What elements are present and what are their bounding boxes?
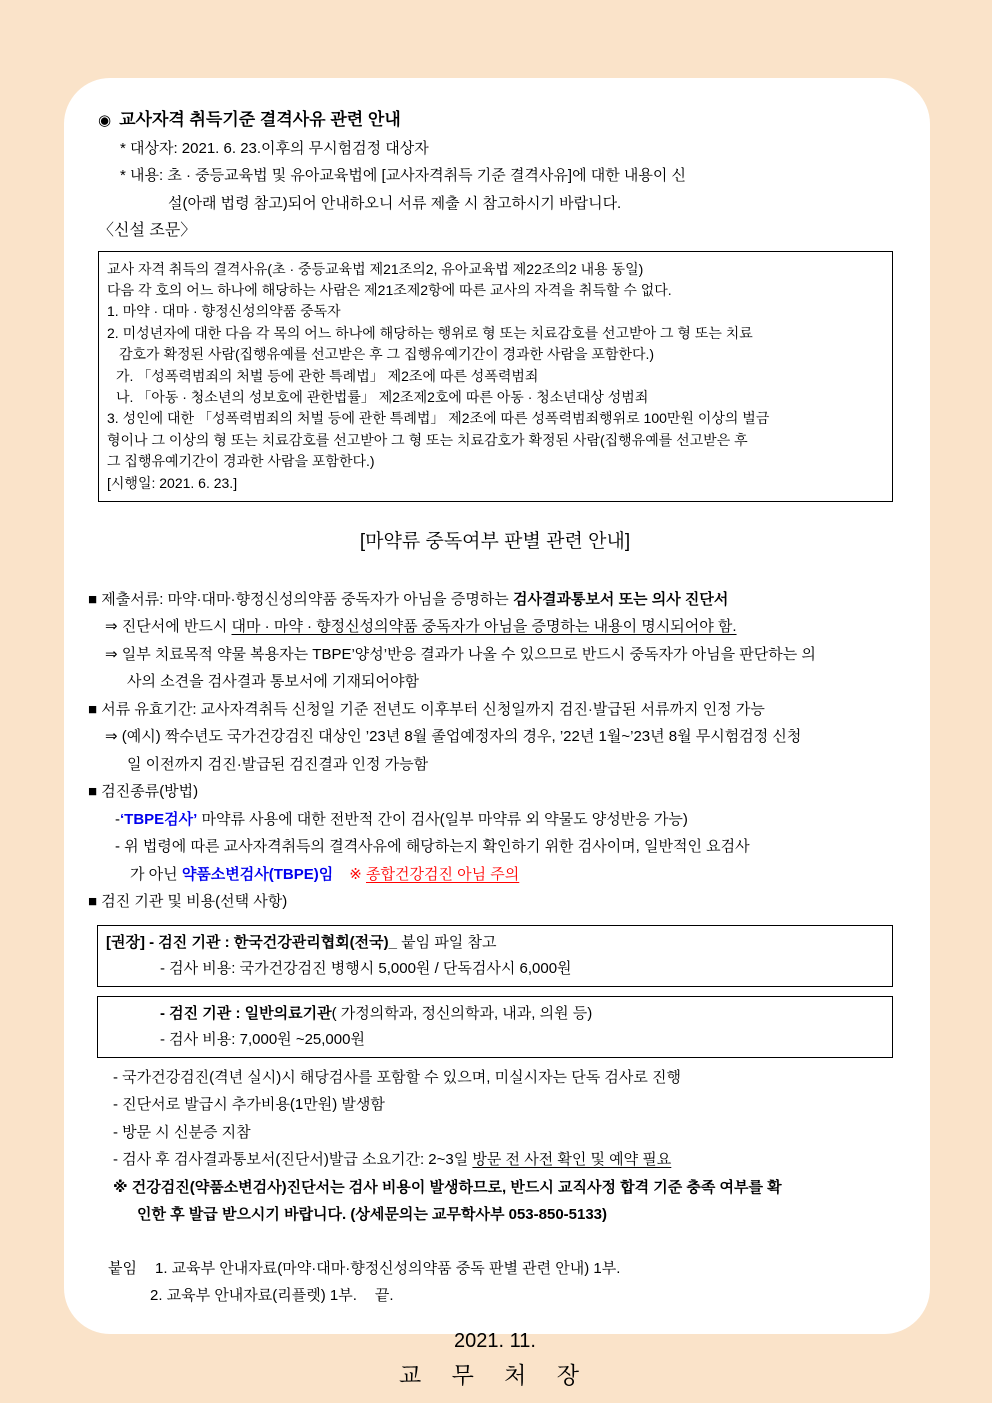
validity-example-cont: 일 이전까지 검진·발급된 검진결과 인정 가능함 [127,755,429,773]
exam-purpose-line: - 위 법령에 따른 교사자격취득의 결격사유에 해당하는지 확인하기 위한 검사이며, 일반적인 요검사 [115,838,750,856]
recommended-line-1 [106,930,884,956]
exam-type-heading: ■ 검진종류(방법) [88,783,199,801]
law-line: 나. 「아동 · 청소년의 성보호에 관한법률」 제2조제2호에 따른 아동 · 청소년대상 성범죄 [116,388,649,405]
section-title [98,106,902,135]
general-institution-box [97,996,893,1058]
law-line: 가. 「성폭력범죄의 처벌 등에 관한 특례법」 제2조에 따른 성폭력범죄 [116,367,539,384]
issuance-prefix: - 검사 후 검사결과통보서(진단서)발급 소요기간: 2~3일 [113,1151,473,1169]
tbpe-rest: 마약류 사용에 대한 전반적 간이 검사(일부 마약류 외 약물도 양성반응 가능) [197,810,688,828]
law-line: 2. 미성년자에 대한 다음 각 목의 어느 하나에 해당하는 행위로 형 또는 치료감호를 선고받아 그 형 또는 치료 [107,324,753,341]
note-prefix: ⇒ 진단서에 반드시 [105,618,232,636]
tbpe-blue-label: ‘TBPE검사’ [120,810,198,828]
submission-note-2-cont: 사의 소견을 검사결과 통보서에 기재되어야함 [127,673,419,691]
general-bold: - 검진 기관 : 일반의료기관 [160,1004,332,1022]
note-underlined: 대마 · 마약 · 향정신성의약품 중독자가 아님을 증명하는 내용이 명시되어야 함. [231,618,737,636]
submission-docs-line [88,586,902,614]
law-quote-box [98,251,893,502]
submission-bold: 검사결과통보서 또는 의사 진단서 [512,590,729,608]
law-line: 1. 마약 · 대마 · 향정신성의약품 중독자 [107,303,341,320]
validity-example: ⇒ (예시) 짝수년도 국가건강검진 대상인 ’23년 8월 졸업예정자의 경우, ’22년 1월~’23년 8월 무시험검정 신청 [105,728,802,746]
document-card [64,78,930,1388]
attachment-label: 붙임 [108,1259,137,1277]
general-rest: ( 가정의학과, 정신의학과, 내과, 의원 등) [331,1004,593,1022]
general-line-1 [160,1001,884,1027]
law-line: 형이나 그 이상의 형 또는 치료감호를 선고받아 그 형 또는 치료감호가 확정된 사람(집행유예를 선고받은 후 [107,431,748,448]
purpose-prefix: 가 아닌 [130,865,182,883]
law-line: 3. 성인에 대한 「성폭력범죄의 처벌 등에 관한 특례법」 제2조에 따른 성폭력범죄행위로 100만원 이상의 벌금 [107,410,770,427]
warning-line-1: ※ 건강검진(약품소변검사)진단서는 검사 비용이 발생하므로, 반드시 교직사정 합격 기준 충족 여부를 확 [113,1178,782,1196]
attachment-line-1 [108,1255,902,1283]
exam-purpose-cont [130,861,902,889]
law-line: 다음 각 호의 어느 하나에 해당하는 사람은 제21조제2항에 따른 교사의 자격을 취득할 수 없다. [107,281,672,298]
note-line-issuance [113,1146,902,1174]
drug-test-section-title: [마약류 중독여부 판별 관련 안내] [359,530,631,552]
caution-red-underlined: 종합건강검진 아님 주의 [366,865,520,883]
issuance-underlined: 방문 전 사전 확인 및 예약 필요 [472,1151,672,1169]
warning-line-2: 인한 후 발급 받으시기 바랍니다. (상세문의는 교무학사부 053-850-5133) [137,1206,608,1224]
note-line: - 방문 시 신분증 지참 [113,1123,251,1141]
recommended-bold: [권장] - 검진 기관 : 한국건강관리협회(전국)_ [106,933,397,951]
attachment-line-2 [150,1282,902,1310]
attachments-section [88,1255,902,1310]
attachment-item-2: 2. 교육부 안내자료(리플렛) 1부. [150,1287,357,1305]
recommended-rest: 붙임 파일 참고 [397,933,497,951]
submission-prefix: ■ 제출서류: 마약·대마·향정신성의약품 중독자가 아님을 증명하는 [88,590,513,608]
content-line-2: 설(아래 법령 참고)되어 안내하오니 서류 제출 시 참고하시기 바랍니다. [168,194,622,212]
recommended-institution-box [97,925,893,987]
reference-mark: ※ [349,865,362,883]
fisheye-bullet-icon: ◉ [98,112,112,129]
tbpe-line [115,806,902,834]
law-line: 감호가 확정된 사람(집행유예를 선고받은 후 그 집행유예기간이 경과한 사람을 포함한다.) [119,346,655,363]
recommended-line-2: - 검사 비용: 국가건강검진 병행시 5,000원 / 단독검사시 6,000원 [160,959,572,977]
cost-heading: ■ 검진 기관 및 비용(선택 사항) [88,893,288,911]
urine-test-blue-label: 약품소변검사(TBPE)임 [181,865,334,883]
general-line-2: - 검사 비용: 7,000원 ~25,000원 [160,1030,365,1048]
attachment-item-1: 1. 교육부 안내자료(마약·대마·향정신성의약품 중독 판별 관련 안내) 1부. [154,1259,621,1277]
submission-note-2: ⇒ 일부 치료목적 약물 복용자는 TBPE’양성’반응 결과가 나올 수 있으므로 반드시 중독자가 아님을 판단하는 의 [105,645,816,663]
validity-line: ■ 서류 유효기간: 교사자격취득 신청일 기준 전년도 이후부터 신청일까지 검진·발급된 서류까지 인정 가능 [88,700,765,718]
law-line: 교사 자격 취득의 결격사유(초 · 중등교육법 제21조의2, 유아교육법 제22조의2 내용 동일) [107,260,644,277]
dash: - [115,810,120,828]
document-signer: 교 무 처 장 [398,1361,592,1388]
new-clause-heading: 〈신설 조문〉 [98,222,197,239]
law-line: 그 집행유예기간이 경과한 사람을 포함한다.) [107,453,375,470]
section-title-text: 교사자격 취득기준 결격사유 관련 안내 [119,110,401,129]
content-line-1: * 내용: 초 · 중등교육법 및 유아교육법에 [교사자격취득 기준 결격사유]에 대한 내용이 신 [120,167,687,184]
end-mark: 끝. [374,1287,394,1305]
law-line: [시행일: 2021. 6. 23.] [107,474,238,491]
document-date: 2021. 11. [454,1329,536,1352]
note-line: - 국가건강검진(격년 실시)시 해당검사를 포함할 수 있으며, 미실시자는 단독 검사로 진행 [113,1068,681,1086]
note-line: - 진단서로 발급시 추가비용(1만원) 발생함 [113,1096,385,1114]
submission-note-1 [105,613,902,641]
target-line: * 대상자: 2021. 6. 23.이후의 무시험검정 대상자 [120,139,429,157]
